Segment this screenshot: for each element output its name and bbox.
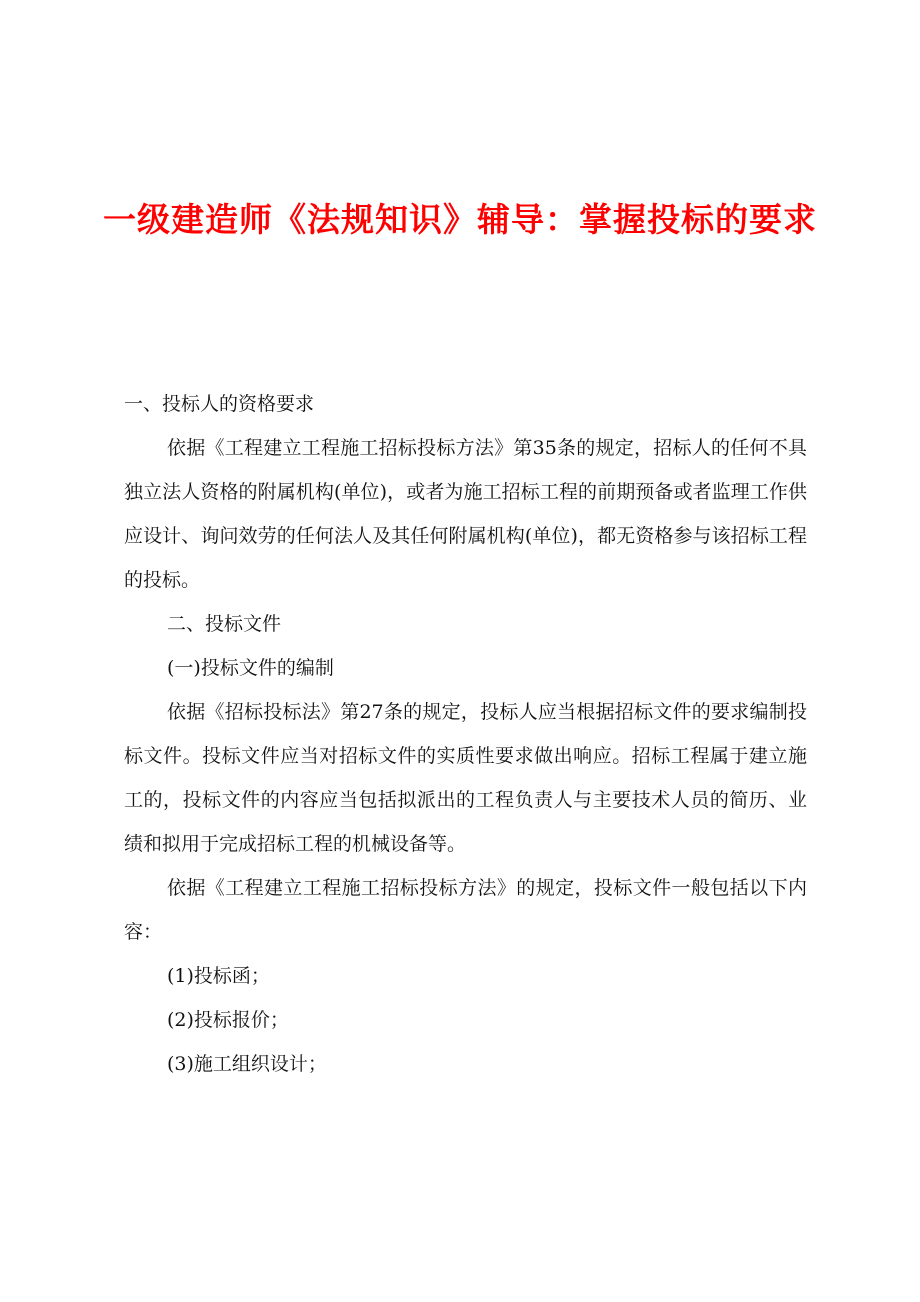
list-item: (3)施工组织设计； bbox=[167, 1053, 327, 1075]
paragraph-preparation: 依据《招标投标法》第27条的规定，投标人应当根据招标文件的要求编制投标文件。投标文件应当对招标文件的实质性要求做出响应。招标工程属于建立施工的，投标文件的内容应当包括拟派出的工程负责人与主要技术人员的简历、业绩和拟用于完成招标工程的机械设备等。 bbox=[124, 701, 807, 855]
list-item: (2)投标报价； bbox=[167, 1009, 289, 1031]
document-body bbox=[124, 382, 807, 1086]
paragraph-contents-intro: 依据《工程建立工程施工招标投标方法》的规定，投标文件一般包括以下内容： bbox=[124, 877, 807, 943]
list-item: (1)投标函； bbox=[167, 965, 270, 987]
section-heading-qualification: 一、投标人的资格要求 bbox=[124, 393, 315, 415]
paragraph-qualification: 依据《工程建立工程施工招标投标方法》第35条的规定，招标人的任何不具独立法人资格的附属机构(单位)，或者为施工招标工程的前期预备或者监理工作供应设计、询问效劳的任何法人及其任何附属机构(单位)，都无资格参与该招标工程的投标。 bbox=[124, 437, 807, 591]
subsection-heading-preparation: (一)投标文件的编制 bbox=[167, 657, 334, 679]
section-heading-bid-documents: 二、投标文件 bbox=[167, 613, 282, 635]
document-title: 一级建造师《法规知识》辅导：掌握投标的要求 bbox=[103, 200, 817, 239]
